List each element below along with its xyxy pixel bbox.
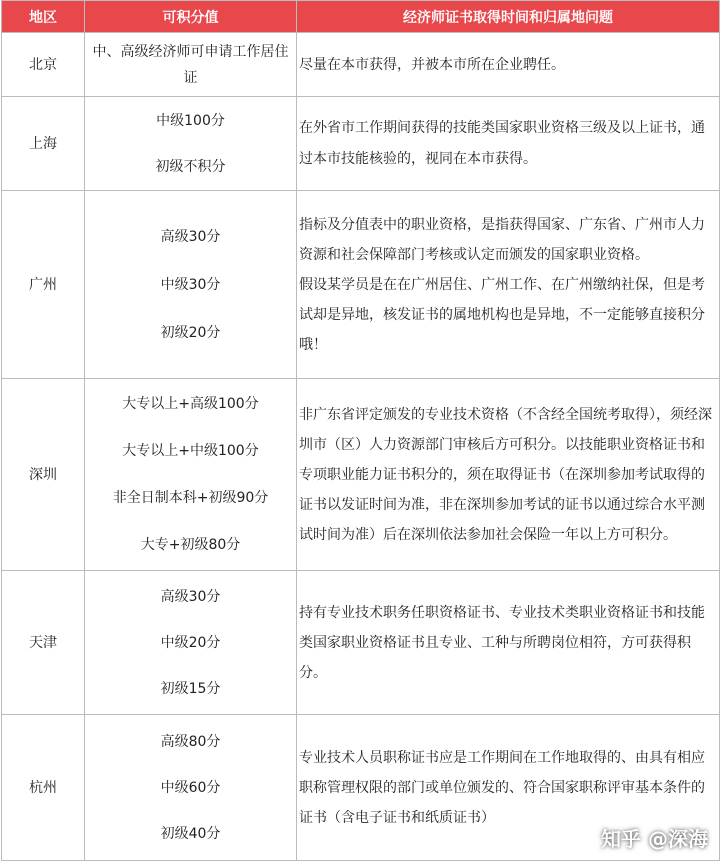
note-paragraph: 专业技术人员职称证书应是工作期间在工作地取得的、由具有相应职称管理权限的部门或单位颁发的、符合国家职称评审基本条件的证书（含电子证书和纸质证书）: [299, 749, 705, 826]
watermark: 知乎 @深海: [601, 827, 708, 851]
points-item: 初级不积分: [155, 158, 226, 175]
region-cell: 广州: [2, 191, 85, 379]
points-item: 中级30分: [160, 276, 221, 293]
region-cell: 北京: [2, 33, 85, 97]
header-region: 地区: [2, 1, 85, 33]
region-cell: 杭州: [2, 715, 85, 861]
points-item: 中级20分: [160, 634, 221, 651]
table-row: [2, 379, 720, 571]
note-paragraph: 尽量在本市获得，并被本市所在企业聘任。: [299, 56, 565, 73]
points-item: 中、高级经济师可申请工作居住证: [92, 43, 289, 86]
points-item: 大专+初级80分: [140, 537, 241, 553]
points-cell: [85, 571, 297, 715]
table-row: [2, 191, 720, 379]
note-paragraph: 指标及分值表中的职业资格，是指获得国家、广东省、广州市人力资源和社会保障部门考核或认定而颁发的国家职业资格。: [299, 216, 705, 263]
points-item: 初级40分: [160, 825, 221, 842]
header-note: 经济师证书取得时间和归属地问题: [297, 1, 720, 33]
note-paragraph: 持有专业技术职务任职资格证书、专业技术类职业资格证书和技能类国家职业资格证书且专业、工种与所聘岗位相符，方可获得积分。: [299, 604, 705, 681]
points-cell: [85, 379, 297, 571]
points-cell: [85, 97, 297, 191]
points-item: 高级30分: [160, 228, 221, 245]
note-cell: [297, 571, 720, 715]
points-item: 中级100分: [156, 112, 225, 129]
region-cell: 深圳: [2, 379, 85, 571]
points-item: 中级60分: [160, 779, 221, 796]
points-item: 大专以上+中级100分: [122, 443, 259, 459]
note-cell: [297, 379, 720, 571]
points-cell: [85, 715, 297, 861]
note-paragraph: 在外省市工作期间获得的技能类国家职业资格三级及以上证书，通过本市技能核验的，视同在本市获得。: [299, 119, 705, 167]
points-table: [1, 0, 720, 861]
note-cell: [297, 191, 720, 379]
points-item: 高级80分: [160, 733, 221, 750]
note-cell: [297, 97, 720, 191]
region-cell: 上海: [2, 97, 85, 191]
points-item: 初级15分: [160, 680, 221, 697]
points-item: 大专以上+高级100分: [122, 396, 259, 412]
header-points: 可积分值: [85, 1, 297, 33]
points-item: 非全日制本科+初级90分: [112, 490, 269, 506]
note-cell: [297, 33, 720, 97]
note-paragraph: 非广东省评定颁发的专业技术资格（不含经全国统考取得），须经深圳市（区）人力资源部门审核后方可积分。以技能职业资格证书和专项职业能力证书积分的，须在取得证书（在深圳参加考试取得的证书以发证时间为准，非在深圳参加考试的证书以通过综合水平测试时间为准）后在深圳依法参加社会保险一年以上方可积分。: [299, 406, 712, 543]
table-row: [2, 97, 720, 191]
table-row: [2, 571, 720, 715]
table-row: [2, 33, 720, 97]
region-cell: 天津: [2, 571, 85, 715]
points-item: 初级20分: [160, 324, 221, 341]
points-item: 高级30分: [160, 588, 221, 605]
points-cell: [85, 33, 297, 97]
note-paragraph: 假设某学员是在在广州居住、广州工作、在广州缴纳社保，但是考试却是异地，核发证书的属地机构也是异地，不一定能够直接积分哦！: [299, 276, 705, 353]
points-cell: [85, 191, 297, 379]
header-row: [2, 1, 720, 33]
